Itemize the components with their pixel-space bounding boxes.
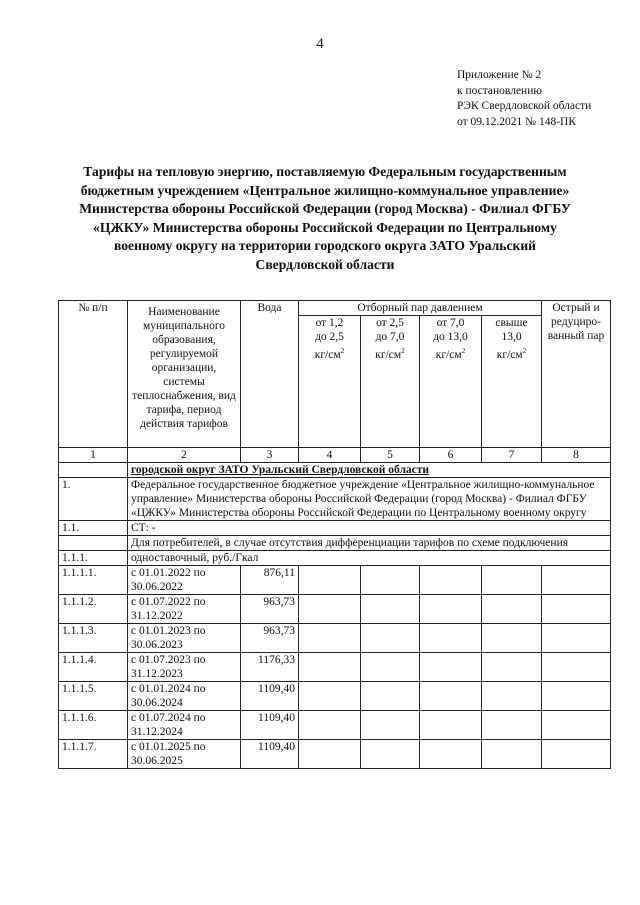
table-row xyxy=(59,595,611,624)
empty-cell xyxy=(482,740,542,769)
consumers-note: Для потребителей, в случае отсутствия дифференциации тарифов по схеме подключения xyxy=(128,536,611,551)
header-num: № п/п xyxy=(59,301,128,448)
tariff-num: 1.1.1. xyxy=(59,551,128,566)
row-num: 1.1.1.3. xyxy=(59,624,128,653)
row-water-value: 1176,33 xyxy=(241,653,299,682)
empty-cell xyxy=(482,653,542,682)
table-row xyxy=(59,624,611,653)
appendix-block xyxy=(457,68,591,130)
column-number: 3 xyxy=(241,448,299,463)
system-row xyxy=(59,521,611,536)
row-period: с 01.07.2022 по 31.12.2022 xyxy=(128,595,241,624)
header-pressure-1: от 1,2 до 2,5 $кг/см^2$ xyxy=(299,316,361,448)
row-period: с 01.01.2025 по 30.06.2025 xyxy=(128,740,241,769)
system-num: 1.1. xyxy=(59,521,128,536)
appendix-line: к постановлению xyxy=(457,84,542,97)
row-water-value: 1109,40 xyxy=(241,682,299,711)
empty-cell xyxy=(420,624,482,653)
organization-row xyxy=(59,478,611,521)
empty-cell xyxy=(361,624,420,653)
empty-cell xyxy=(420,566,482,595)
empty-cell xyxy=(482,682,542,711)
empty-cell xyxy=(482,595,542,624)
column-number: 2 xyxy=(128,448,241,463)
table-row xyxy=(59,682,611,711)
empty-cell xyxy=(361,711,420,740)
empty-cell xyxy=(361,595,420,624)
empty-cell xyxy=(542,682,611,711)
empty-cell xyxy=(482,624,542,653)
row-num: 1.1.1.2. xyxy=(59,595,128,624)
empty-cell xyxy=(361,740,420,769)
table-row xyxy=(59,740,611,769)
appendix-line: РЭК Свердловской области xyxy=(457,100,592,112)
row-period: с 01.01.2024 по 30.06.2024 xyxy=(128,682,241,711)
header-steam-group: Отборный пар давлением xyxy=(299,301,542,316)
empty-cell xyxy=(420,740,482,769)
empty-cell xyxy=(299,566,361,595)
consumers-note-num-cell xyxy=(59,536,128,551)
empty-cell xyxy=(299,595,361,624)
region-num-cell xyxy=(59,463,128,478)
row-period: с 01.01.2022 по 30.06.2022 xyxy=(128,566,241,595)
empty-cell xyxy=(420,595,482,624)
column-number: 8 xyxy=(542,448,611,463)
row-num: 1.1.1.6. xyxy=(59,711,128,740)
row-num: 1.1.1.4. xyxy=(59,653,128,682)
row-num: 1.1.1.1. xyxy=(59,566,128,595)
column-number: 7 xyxy=(482,448,542,463)
tariff-table xyxy=(58,300,611,769)
empty-cell xyxy=(361,653,420,682)
empty-cell xyxy=(361,682,420,711)
table-row xyxy=(59,653,611,682)
table-row xyxy=(59,711,611,740)
empty-cell xyxy=(542,711,611,740)
header-sharp-steam: Острый и редуциро-ванный пар xyxy=(542,301,611,448)
appendix-line: от 09.12.2021 № 148-ПК xyxy=(457,115,577,128)
region-name: городской округ ЗАТО Уральский Свердловской области xyxy=(128,463,611,478)
row-water-value: 963,73 xyxy=(241,595,299,624)
row-water-value: 963,73 xyxy=(241,624,299,653)
page-number: 4 xyxy=(316,36,324,52)
header-water: Вода xyxy=(241,301,299,448)
column-number: 1 xyxy=(59,448,128,463)
empty-cell xyxy=(420,682,482,711)
empty-cell xyxy=(542,740,611,769)
empty-cell xyxy=(299,653,361,682)
empty-cell xyxy=(299,624,361,653)
org-num: 1. xyxy=(59,478,128,521)
header-pressure-2: от 2,5 до 7,0 $кг/см^2$ xyxy=(361,316,420,448)
column-number-row xyxy=(59,448,611,463)
empty-cell xyxy=(542,624,611,653)
region-row xyxy=(59,463,611,478)
tariff-type-row xyxy=(59,551,611,566)
empty-cell xyxy=(361,566,420,595)
header-pressure-4: свыше 13,0 $кг/см^2$ xyxy=(482,316,542,448)
org-name: Федеральное государственное бюджетное учреждение «Центральное жилищно-коммунальное управление» Министерства обороны Российской Федерации (город Москва) - Филиал ФГБУ «ЦЖКУ» Министерства обороны Российской Федерации по Центральному военному округу xyxy=(128,478,611,521)
row-water-value: 1109,40 xyxy=(241,740,299,769)
row-period: с 01.07.2023 по 31.12.2023 xyxy=(128,653,241,682)
document-title: Тарифы на тепловую энергию, поставляемую Федеральным государственным бюджетным учреждением «Центральное жилищно-коммунальное управление» Министерства обороны Российской Федерации (город Москва) - Филиал ФГБУ «ЦЖКУ» Министерства обороны Российской Федерации по Центральному военному округу на территории городского округа ЗАТО Уральский Свердловской области xyxy=(79,164,571,272)
column-number: 5 xyxy=(361,448,420,463)
column-number: 6 xyxy=(420,448,482,463)
empty-cell xyxy=(420,653,482,682)
header-row xyxy=(59,301,611,316)
empty-cell xyxy=(299,682,361,711)
column-number: 4 xyxy=(299,448,361,463)
tariff-name: одноставочный, руб./Гкал xyxy=(128,551,611,566)
row-period: с 01.01.2023 по 30.06.2023 xyxy=(128,624,241,653)
system-name: СТ: - xyxy=(128,521,611,536)
row-num: 1.1.1.7. xyxy=(59,740,128,769)
row-num: 1.1.1.5. xyxy=(59,682,128,711)
consumers-note-row xyxy=(59,536,611,551)
header-name: Наименование муниципального образования, регулируемой организации, системы теплоснабжения, вид тарифа, период действия тарифов xyxy=(128,301,241,448)
row-water-value: 1109,40 xyxy=(241,711,299,740)
row-period: с 01.07.2024 по 31.12.2024 xyxy=(128,711,241,740)
empty-cell xyxy=(299,740,361,769)
empty-cell xyxy=(542,653,611,682)
row-water-value: 876,11 xyxy=(241,566,299,595)
table-row xyxy=(59,566,611,595)
empty-cell xyxy=(420,711,482,740)
empty-cell xyxy=(299,711,361,740)
empty-cell xyxy=(542,566,611,595)
header-pressure-3: от 7,0 до 13,0 $кг/см^2$ xyxy=(420,316,482,448)
empty-cell xyxy=(482,566,542,595)
empty-cell xyxy=(542,595,611,624)
appendix-line: Приложение № 2 xyxy=(457,69,542,81)
empty-cell xyxy=(482,711,542,740)
